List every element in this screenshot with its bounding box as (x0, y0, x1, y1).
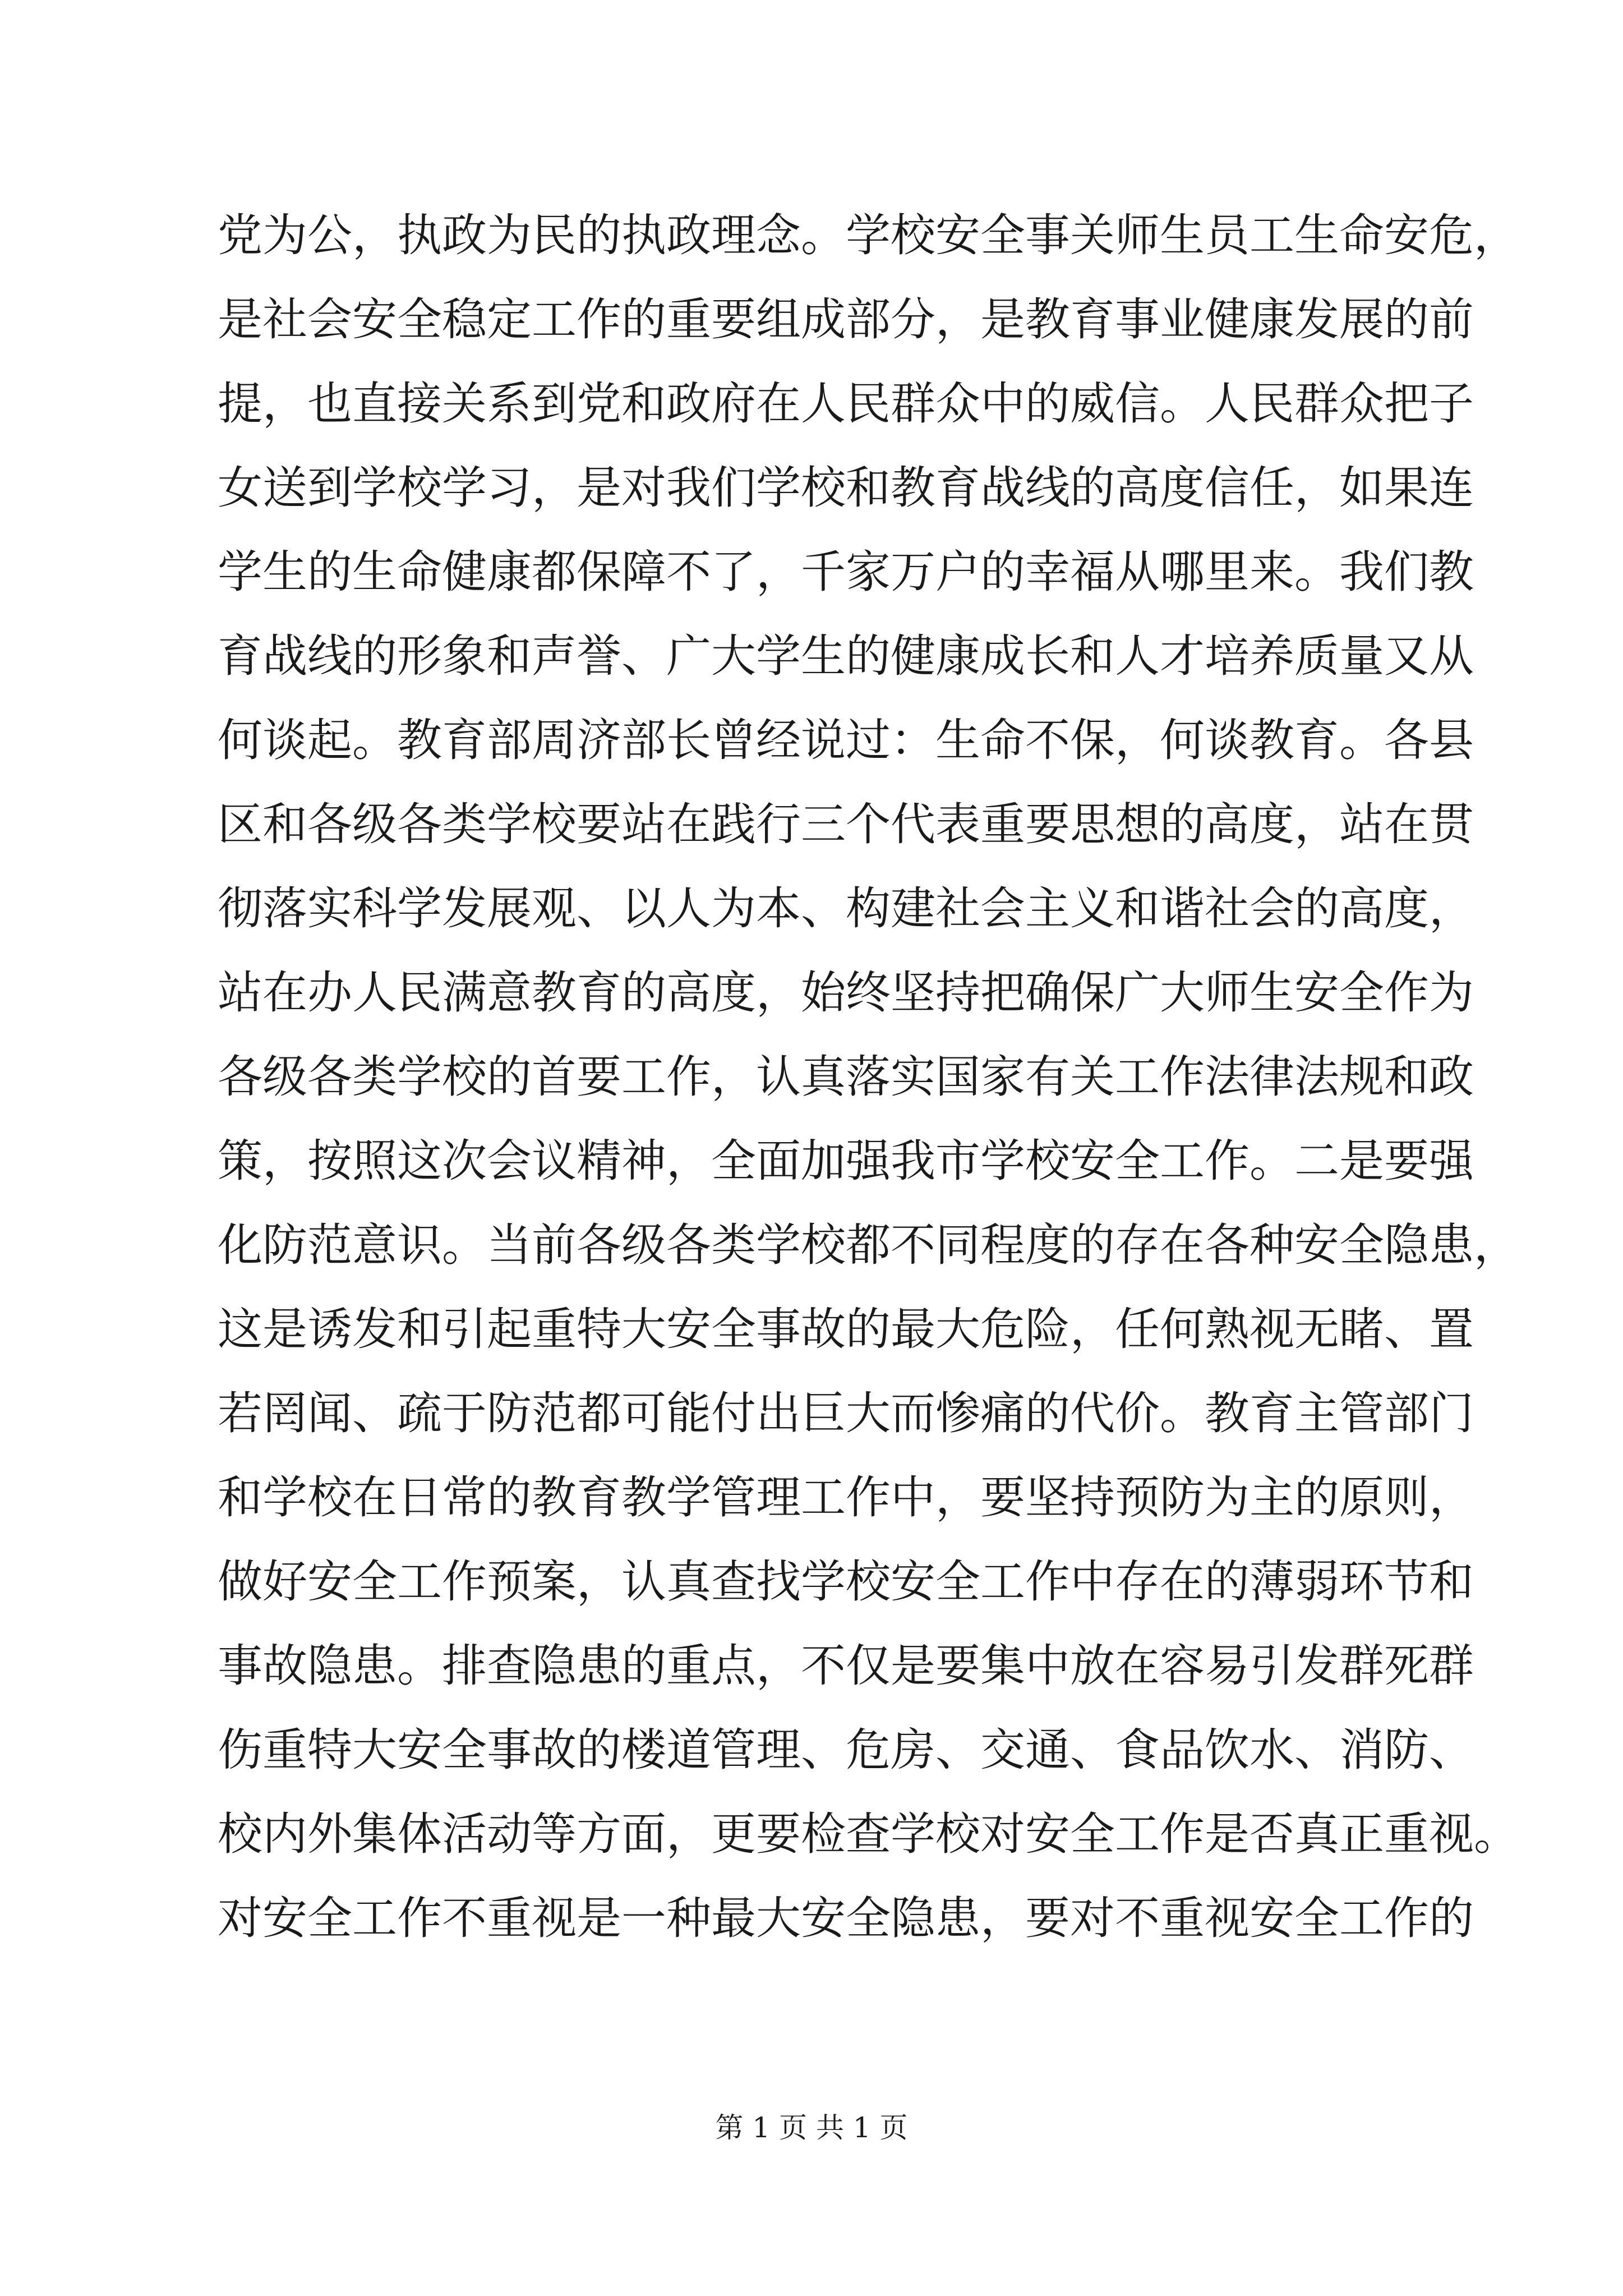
text-line-4: 女送到学校学习，是对我们学校和教育战线的高度信任，如果连 (218, 462, 1474, 514)
document-body (218, 194, 1519, 1961)
page-footer (0, 2108, 1623, 2147)
text-line-2: 是社会安全稳定工作的重要组成部分，是教育事业健康发展的前 (218, 293, 1474, 346)
text-line-1: 党为公，执政为民的执政理念。学校安全事关师生员工生命安危， (218, 209, 1519, 261)
text-line-15: 若罔闻、疏于防范都可能付出巨大而惨痛的代价。教育主管部门 (218, 1387, 1474, 1439)
text-line-16: 和学校在日常的教育教学管理工作中，要坚持预防为主的原则， (218, 1471, 1474, 1524)
text-line-14: 这是诱发和引起重特大安全事故的最大危险，任何熟视无睹、置 (218, 1303, 1474, 1355)
text-line-8: 区和各级各类学校要站在践行三个代表重要思想的高度，站在贯 (218, 798, 1474, 850)
text-line-7: 何谈起。教育部周济部长曾经说过：生命不保，何谈教育。各县 (218, 714, 1474, 766)
text-line-5: 学生的生命健康都保障不了，千家万户的幸福从哪里来。我们教 (218, 546, 1474, 598)
text-line-13: 化防范意识。当前各级各类学校都不同程度的存在各种安全隐患， (218, 1219, 1519, 1271)
text-line-3: 提，也直接关系到党和政府在人民群众中的威信。人民群众把子 (218, 378, 1474, 430)
text-line-18: 事故隐患。排查隐患的重点，不仅是要集中放在容易引发群死群 (218, 1640, 1474, 1692)
text-line-11: 各级各类学校的首要工作，认真落实国家有关工作法律法规和政 (218, 1051, 1474, 1103)
text-line-17: 做好安全工作预案，认真查找学校安全工作中存在的薄弱环节和 (218, 1556, 1474, 1608)
text-line-12: 策，按照这次会议精神，全面加强我市学校安全工作。二是要强 (218, 1135, 1474, 1187)
text-line-19: 伤重特大安全事故的楼道管理、危房、交通、食品饮水、消防、 (218, 1724, 1474, 1776)
page-number: 第 1 页 共 1 页 (715, 2111, 908, 2144)
text-line-10: 站在办人民满意教育的高度，始终坚持把确保广大师生安全作为 (218, 967, 1474, 1019)
text-line-9: 彻落实科学发展观、以人为本、构建社会主义和谐社会的高度， (218, 882, 1474, 935)
text-line-21: 对安全工作不重视是一种最大安全隐患，要对不重视安全工作的 (218, 1892, 1474, 1944)
text-line-6: 育战线的形象和声誉、广大学生的健康成长和人才培养质量又从 (218, 630, 1474, 682)
text-line-20: 校内外集体活动等方面，更要检查学校对安全工作是否真正重视。 (218, 1808, 1519, 1860)
